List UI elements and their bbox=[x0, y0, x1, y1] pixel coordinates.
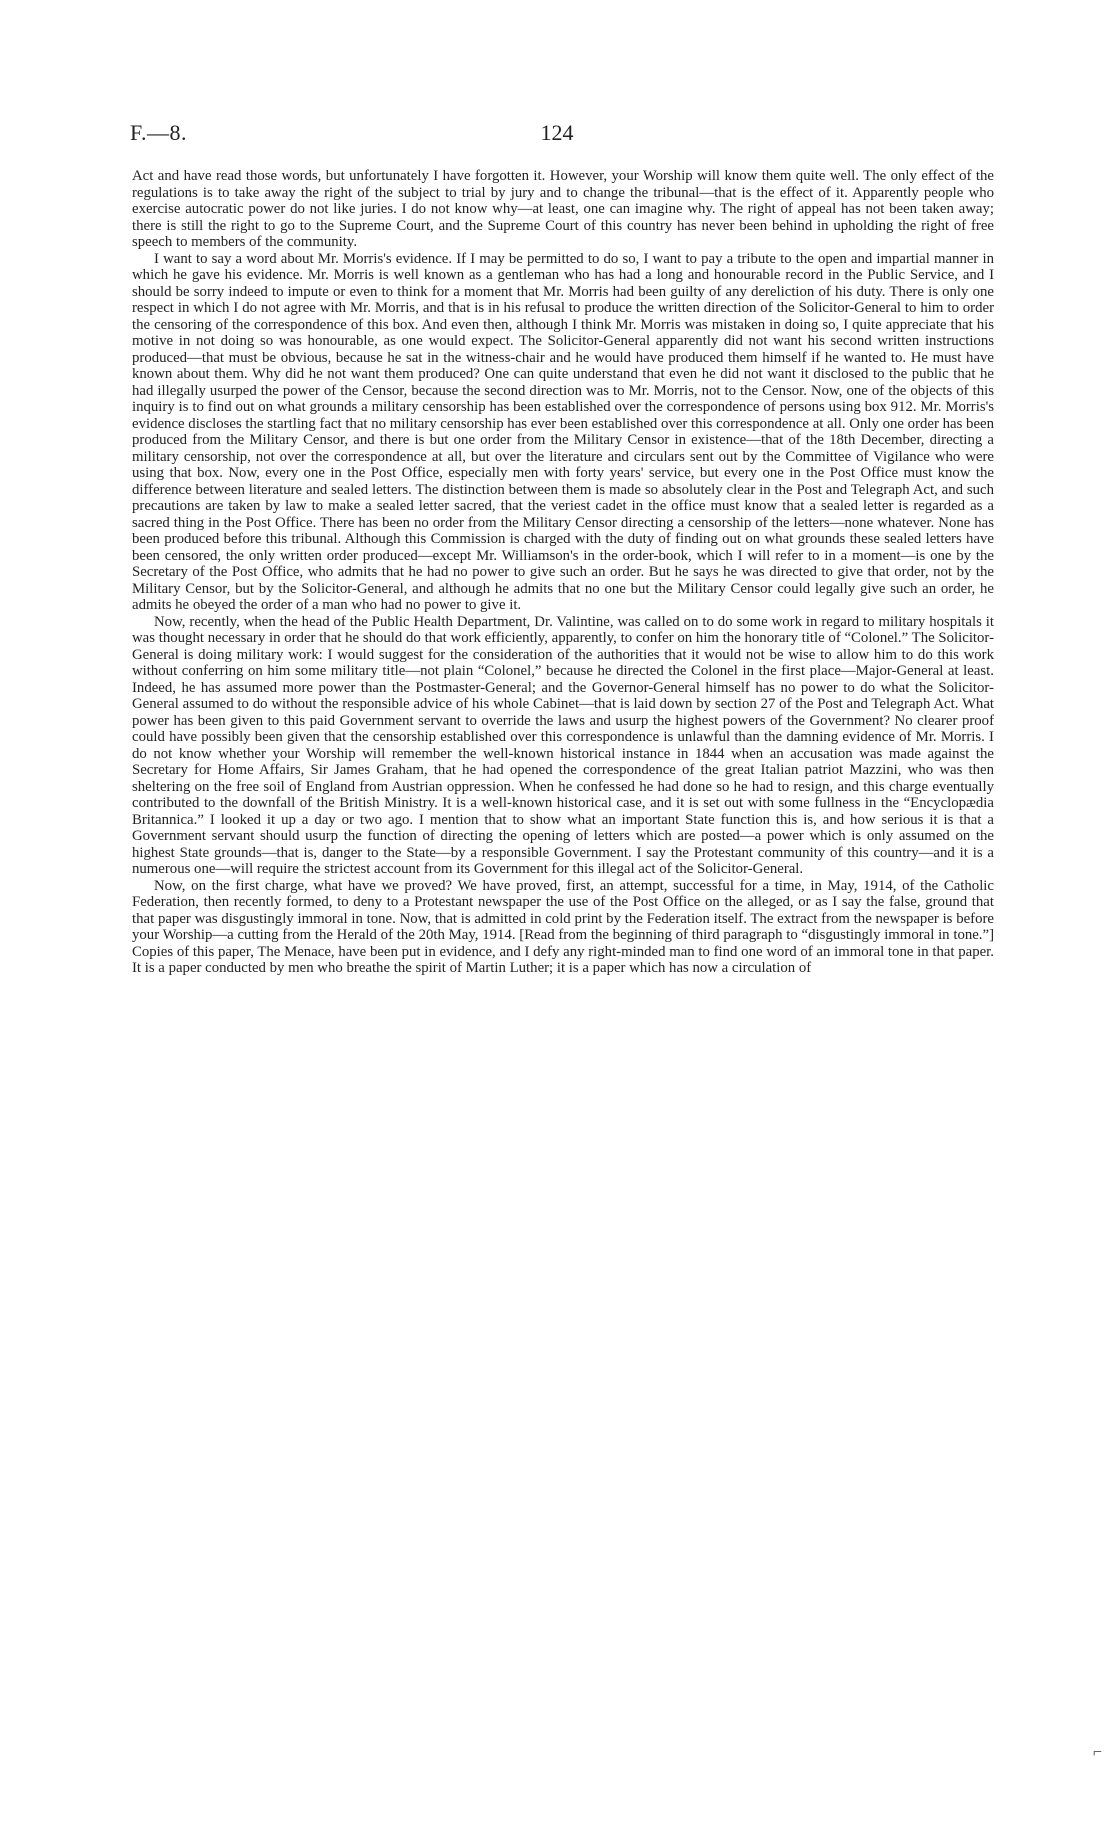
margin-mark: ⌐ bbox=[1092, 1744, 1102, 1761]
page-header bbox=[130, 120, 984, 150]
page-number: 124 bbox=[540, 120, 574, 145]
body-text bbox=[132, 168, 994, 977]
document-reference: F.—8. bbox=[130, 120, 187, 145]
paragraph: I want to say a word about Mr. Morris's evidence. If I may be permitted to do so, I want to pay a tribute to the open and impartial manner in which he gave his evidence. Mr. Morris is well known as a gentleman who has had a long and honourable record in the Public Service, and I should be sorry indeed to impute or even to think for a moment that Mr. Morris had been guilty of any dereliction of his duty. There is only one respect in which I do not agree with Mr. Morris, and that is in his refusal to produce the written direction of the Solicitor-General to him to order the censoring of the correspondence of this box. And even then, although I think Mr. Morris was mistaken in doing so, I quite appreciate that his motive in not doing so was honourable, as one would expect. The Solicitor-General apparently did not want his second written instructions produced—that must be obvious, because he sat in the witness-chair and he would have produced them himself if he wanted to. He must have known about them. Why did he not want them produced? One can quite understand that even he did not want it disclosed to the public that he had illegally usurped the power of the Censor, because the second direction was to Mr. Morris, not to the Censor. Now, one of the objects of this inquiry is to find out on what grounds a military censorship has been established over the correspondence of persons using box 912. Mr. Morris's evidence discloses the startling fact that no military censorship has ever been established over this correspondence at all. Only one order has been produced from the Military Censor, and there is but one order from the Military Censor in existence—that of the 18th December, directing a military censorship, not over the correspondence at all, but over the literature and circulars sent out by the Committee of Vigilance who were using that box. Now, every one in the Post Office, especially men with forty years' service, but every one in the Post Office must know the difference between literature and sealed letters. The distinction between them is made so absolutely clear in the Post and Telegraph Act, and such precautions are taken by law to make a sealed letter sacred, that the veriest cadet in the office must know that a sealed letter is regarded as a sacred thing in the Post Office. There has been no order from the Military Censor directing a censorship of the letters—none whatever. None has been produced before this tribunal. Although this Commission is charged with the duty of finding out on what grounds these sealed letters have been censored, the only written order produced—except Mr. Williamson's in the order-book, which I will refer to in a moment—is one by the Secretary of the Post Office, who admits that he had no power to give such an order. But he says he was directed to give that order, not by the Military Censor, but by the Solicitor-General, and although he admits that no one but the Military Censor could legally give such an order, he admits he obeyed the order of a man who had no power to give it. bbox=[132, 250, 994, 613]
paragraph: Act and have read those words, but unfortunately I have forgotten it. However, your Worship will know them quite well. The only effect of the regulations is to take away the right of the subject to trial by jury and to change the tribunal—that is the effect of it. Apparently people who exercise autocratic power do not like juries. I do not know why—at least, one can imagine why. The right of appeal has not been taken away; there is still the right to go to the Supreme Court, and the Supreme Court of this country has never been behind in upholding the right of free speech to members of the community. bbox=[132, 168, 994, 250]
paragraph: Now, recently, when the head of the Public Health Department, Dr. Valintine, was called on to do some work in regard to military hospitals it was thought necessary in order that he should do that work efficiently, apparently, to confer on him the honorary title of “Colonel.” The Solicitor-General is doing military work: I would suggest for the consideration of the authorities that it would not be wise to allow him to do this work without conferring on him some military title—not plain “Colonel,” because he directed the Colonel in the first place—Major-General at least. Indeed, he has assumed more power than the Postmaster-General; and the Governor-General himself has no power to do what the Solicitor-General assumed to do without the responsible advice of his whole Cabinet—that is laid down by section 27 of the Post and Telegraph Act. What power has been given to this paid Government servant to override the laws and usurp the highest powers of the Government? No clearer proof could have possibly been given that the censorship established over this correspondence is unlawful than the damning evidence of Mr. Morris. I do not know whether your Worship will remember the well-known historical instance in 1844 when an accusation was made against the Secretary for Home Affairs, Sir James Graham, that he had opened the correspondence of the great Italian patriot Mazzini, who was then sheltering on the free soil of England from Austrian oppression. When he confessed he had done so he had to resign, and this charge eventually contributed to the downfall of the British Ministry. It is a well-known historical case, and it is set out with some fullness in the “Encyclopædia Britannica.” I looked it up a day or two ago. I mention that to show what an important State function this is, and how serious it is that a Government servant should usurp the function of directing the opening of letters which are posted—a power which is only assumed on the highest State grounds—that is, danger to the State—by a responsible Government. I say the Protestant community of this country—and it is a numerous one—will require the strictest account from its Government for this illegal act of the Solicitor-General. bbox=[132, 613, 994, 877]
paragraph: Now, on the first charge, what have we proved? We have proved, first, an attempt, successful for a time, in May, 1914, of the Catholic Federation, then recently formed, to deny to a Protestant newspaper the use of the Post Office on the alleged, or as I say the false, ground that that paper was disgustingly immoral in tone. Now, that is admitted in cold print by the Federation itself. The extract from the newspaper is before your Worship—a cutting from the Herald of the 20th May, 1914. [Read from the beginning of third paragraph to “disgustingly immoral in tone.”] Copies of this paper, The Menace, have been put in evidence, and I defy any right-minded man to find one word of an immoral tone in that paper. It is a paper conducted by men who breathe the spirit of Martin Luther; it is a paper which has now a circulation of bbox=[132, 877, 994, 976]
